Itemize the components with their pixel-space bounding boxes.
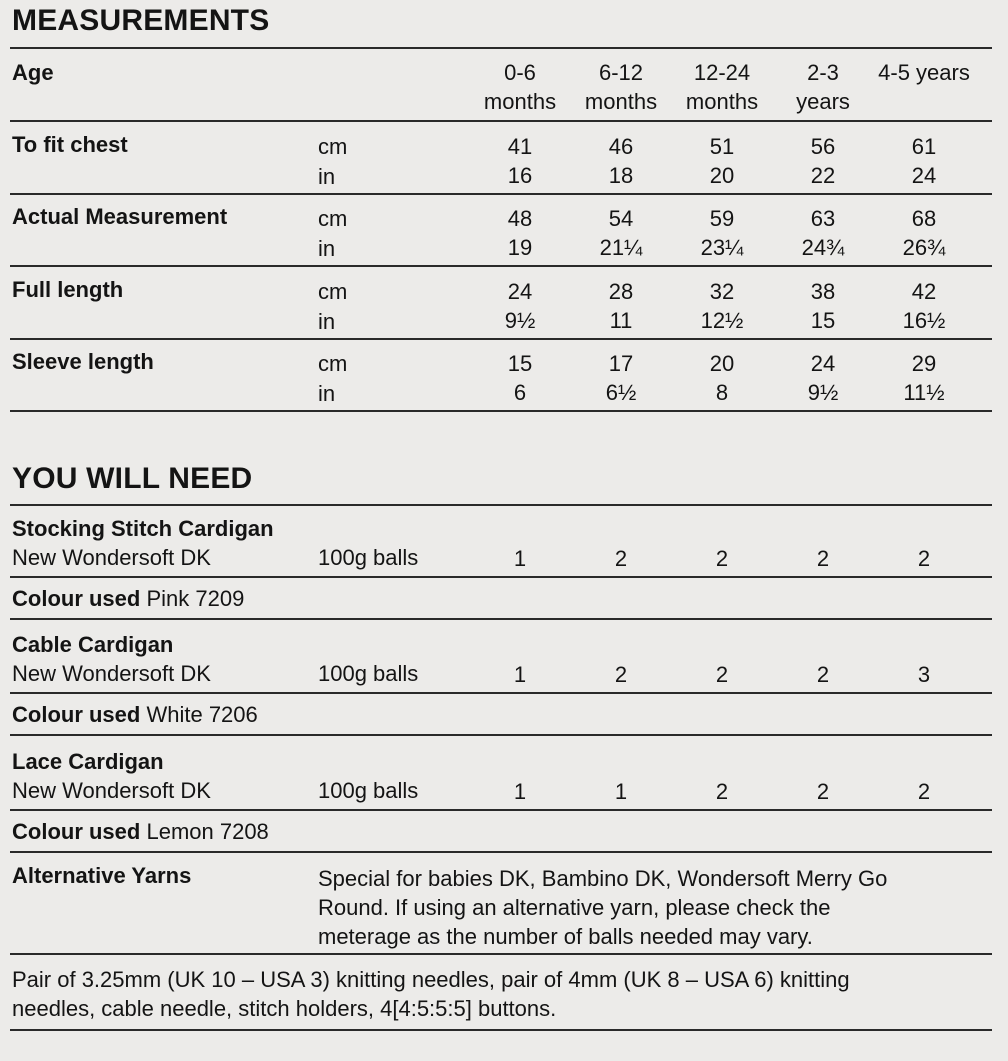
cm-value: 56 <box>810 134 836 159</box>
cm-value: 59 <box>709 206 735 231</box>
divider-line <box>10 618 992 620</box>
ball-count: 2 <box>917 546 931 571</box>
divider-line <box>10 410 992 412</box>
alternative-yarns-label: Alternative Yarns <box>12 863 192 888</box>
in-value: 22 <box>810 163 836 188</box>
size-header-line1: 12-24 <box>693 60 751 85</box>
in-value: 16½ <box>902 308 946 333</box>
cm-value: 41 <box>507 134 533 159</box>
ball-count: 2 <box>917 779 931 804</box>
size-header-line1: 2-3 <box>807 60 839 85</box>
in-value: 6 <box>513 380 527 405</box>
divider-line <box>10 120 992 122</box>
yarn-name: New Wondersoft DK <box>12 661 211 686</box>
in-value: 23¼ <box>700 235 744 260</box>
divider-line <box>10 734 992 736</box>
cm-value: 38 <box>810 279 836 304</box>
unit-cm: cm <box>318 279 348 304</box>
divider-line <box>10 953 992 955</box>
ball-count: 2 <box>816 546 830 571</box>
colour-used-label: Colour used <box>12 819 141 844</box>
cardigan-name: Cable Cardigan <box>12 632 174 657</box>
colour-used-label: Colour used <box>12 702 141 727</box>
unit-cm: cm <box>318 134 348 159</box>
divider-line <box>10 692 992 694</box>
ball-count: 2 <box>614 662 628 687</box>
colour-value: White 7206 <box>146 702 258 727</box>
cm-value: 20 <box>709 351 735 376</box>
in-value: 24¾ <box>801 235 845 260</box>
size-header-line2: years <box>796 89 850 114</box>
divider-line <box>10 809 992 811</box>
ball-count: 2 <box>816 779 830 804</box>
in-value: 8 <box>715 380 729 405</box>
cm-value: 42 <box>911 279 937 304</box>
in-value: 18 <box>608 163 634 188</box>
alternative-yarns-text: Special for babies DK, Bambino DK, Wondersoft Merry Go <box>318 866 888 891</box>
notions-text: Pair of 3.25mm (UK 10 – USA 3) knitting needles, pair of 4mm (UK 8 – USA 6) knitting <box>12 967 850 992</box>
yarn-unit: 100g balls <box>318 545 419 570</box>
divider-line <box>10 338 992 340</box>
cm-value: 63 <box>810 206 836 231</box>
yarn-name: New Wondersoft DK <box>12 778 211 803</box>
unit-cm: cm <box>318 351 348 376</box>
alternative-yarns-text: meterage as the number of balls needed may vary. <box>318 924 813 949</box>
cm-value: 29 <box>911 351 937 376</box>
alternative-yarns-text: Round. If using an alternative yarn, please check the <box>318 895 831 920</box>
divider-line <box>10 576 992 578</box>
colour-value: Pink 7209 <box>146 586 245 611</box>
cm-value: 17 <box>608 351 634 376</box>
in-value: 12½ <box>700 308 744 333</box>
in-value: 15 <box>810 308 836 333</box>
notions-text: needles, cable needle, stitch holders, 4[4:5:5:5] buttons. <box>12 996 557 1021</box>
ball-count: 2 <box>715 779 729 804</box>
size-header-line2: months <box>584 89 658 114</box>
in-value: 24 <box>911 163 937 188</box>
cm-value: 54 <box>608 206 634 231</box>
in-value: 19 <box>507 235 533 260</box>
unit-in: in <box>318 309 336 334</box>
divider-line <box>10 193 992 195</box>
in-value: 21¼ <box>599 235 643 260</box>
colour-value: Lemon 7208 <box>146 819 269 844</box>
yarn-unit: 100g balls <box>318 778 419 803</box>
ball-count: 3 <box>917 662 931 687</box>
measurement-row-label: To fit chest <box>12 132 128 157</box>
size-header-line1: 4-5 years <box>878 60 970 85</box>
bottom-rule <box>10 1029 992 1031</box>
divider-line <box>10 265 992 267</box>
cm-value: 28 <box>608 279 634 304</box>
cardigan-name: Lace Cardigan <box>12 749 164 774</box>
in-value: 6½ <box>605 380 637 405</box>
yarn-name: New Wondersoft DK <box>12 545 211 570</box>
cardigan-name: Stocking Stitch Cardigan <box>12 516 274 541</box>
cm-value: 24 <box>810 351 836 376</box>
colour-used <box>12 700 258 729</box>
ball-count: 1 <box>513 546 527 571</box>
size-header-line2: months <box>483 89 557 114</box>
cm-value: 51 <box>709 134 735 159</box>
in-value: 11 <box>609 308 633 333</box>
ball-count: 2 <box>715 662 729 687</box>
ball-count: 2 <box>715 546 729 571</box>
in-value: 20 <box>709 163 735 188</box>
cm-value: 24 <box>507 279 533 304</box>
cm-value: 68 <box>911 206 937 231</box>
unit-in: in <box>318 164 336 189</box>
ball-count: 2 <box>816 662 830 687</box>
size-header-line1: 6-12 <box>598 60 644 85</box>
measurement-row-label: Full length <box>12 277 124 302</box>
in-value: 16 <box>507 163 533 188</box>
cm-value: 32 <box>709 279 735 304</box>
in-value: 9½ <box>807 380 839 405</box>
you-will-need-heading: YOU WILL NEED <box>12 462 253 495</box>
age-label: Age <box>12 60 54 85</box>
unit-in: in <box>318 381 336 406</box>
colour-used <box>12 817 269 846</box>
measurement-row-label: Sleeve length <box>12 349 154 374</box>
ball-count: 1 <box>513 662 527 687</box>
size-header-line2: months <box>685 89 759 114</box>
cm-value: 61 <box>911 134 937 159</box>
in-value: 9½ <box>504 308 536 333</box>
ball-count: 1 <box>614 779 628 804</box>
ball-count: 1 <box>513 779 527 804</box>
size-header-line1: 0-6 <box>504 60 536 85</box>
unit-cm: cm <box>318 206 348 231</box>
measurements-top-rule <box>10 47 992 49</box>
in-value: 11½ <box>903 380 945 405</box>
yarn-unit: 100g balls <box>318 661 419 686</box>
in-value: 26¾ <box>902 235 946 260</box>
measurements-heading: MEASUREMENTS <box>12 4 270 37</box>
divider-line <box>10 851 992 853</box>
colour-used-label: Colour used <box>12 586 141 611</box>
you-will-need-top-rule <box>10 504 992 506</box>
cm-value: 48 <box>507 206 533 231</box>
unit-in: in <box>318 236 336 261</box>
cm-value: 15 <box>507 351 533 376</box>
cm-value: 46 <box>608 134 634 159</box>
measurement-row-label: Actual Measurement <box>12 204 228 229</box>
ball-count: 2 <box>614 546 628 571</box>
colour-used <box>12 584 244 613</box>
